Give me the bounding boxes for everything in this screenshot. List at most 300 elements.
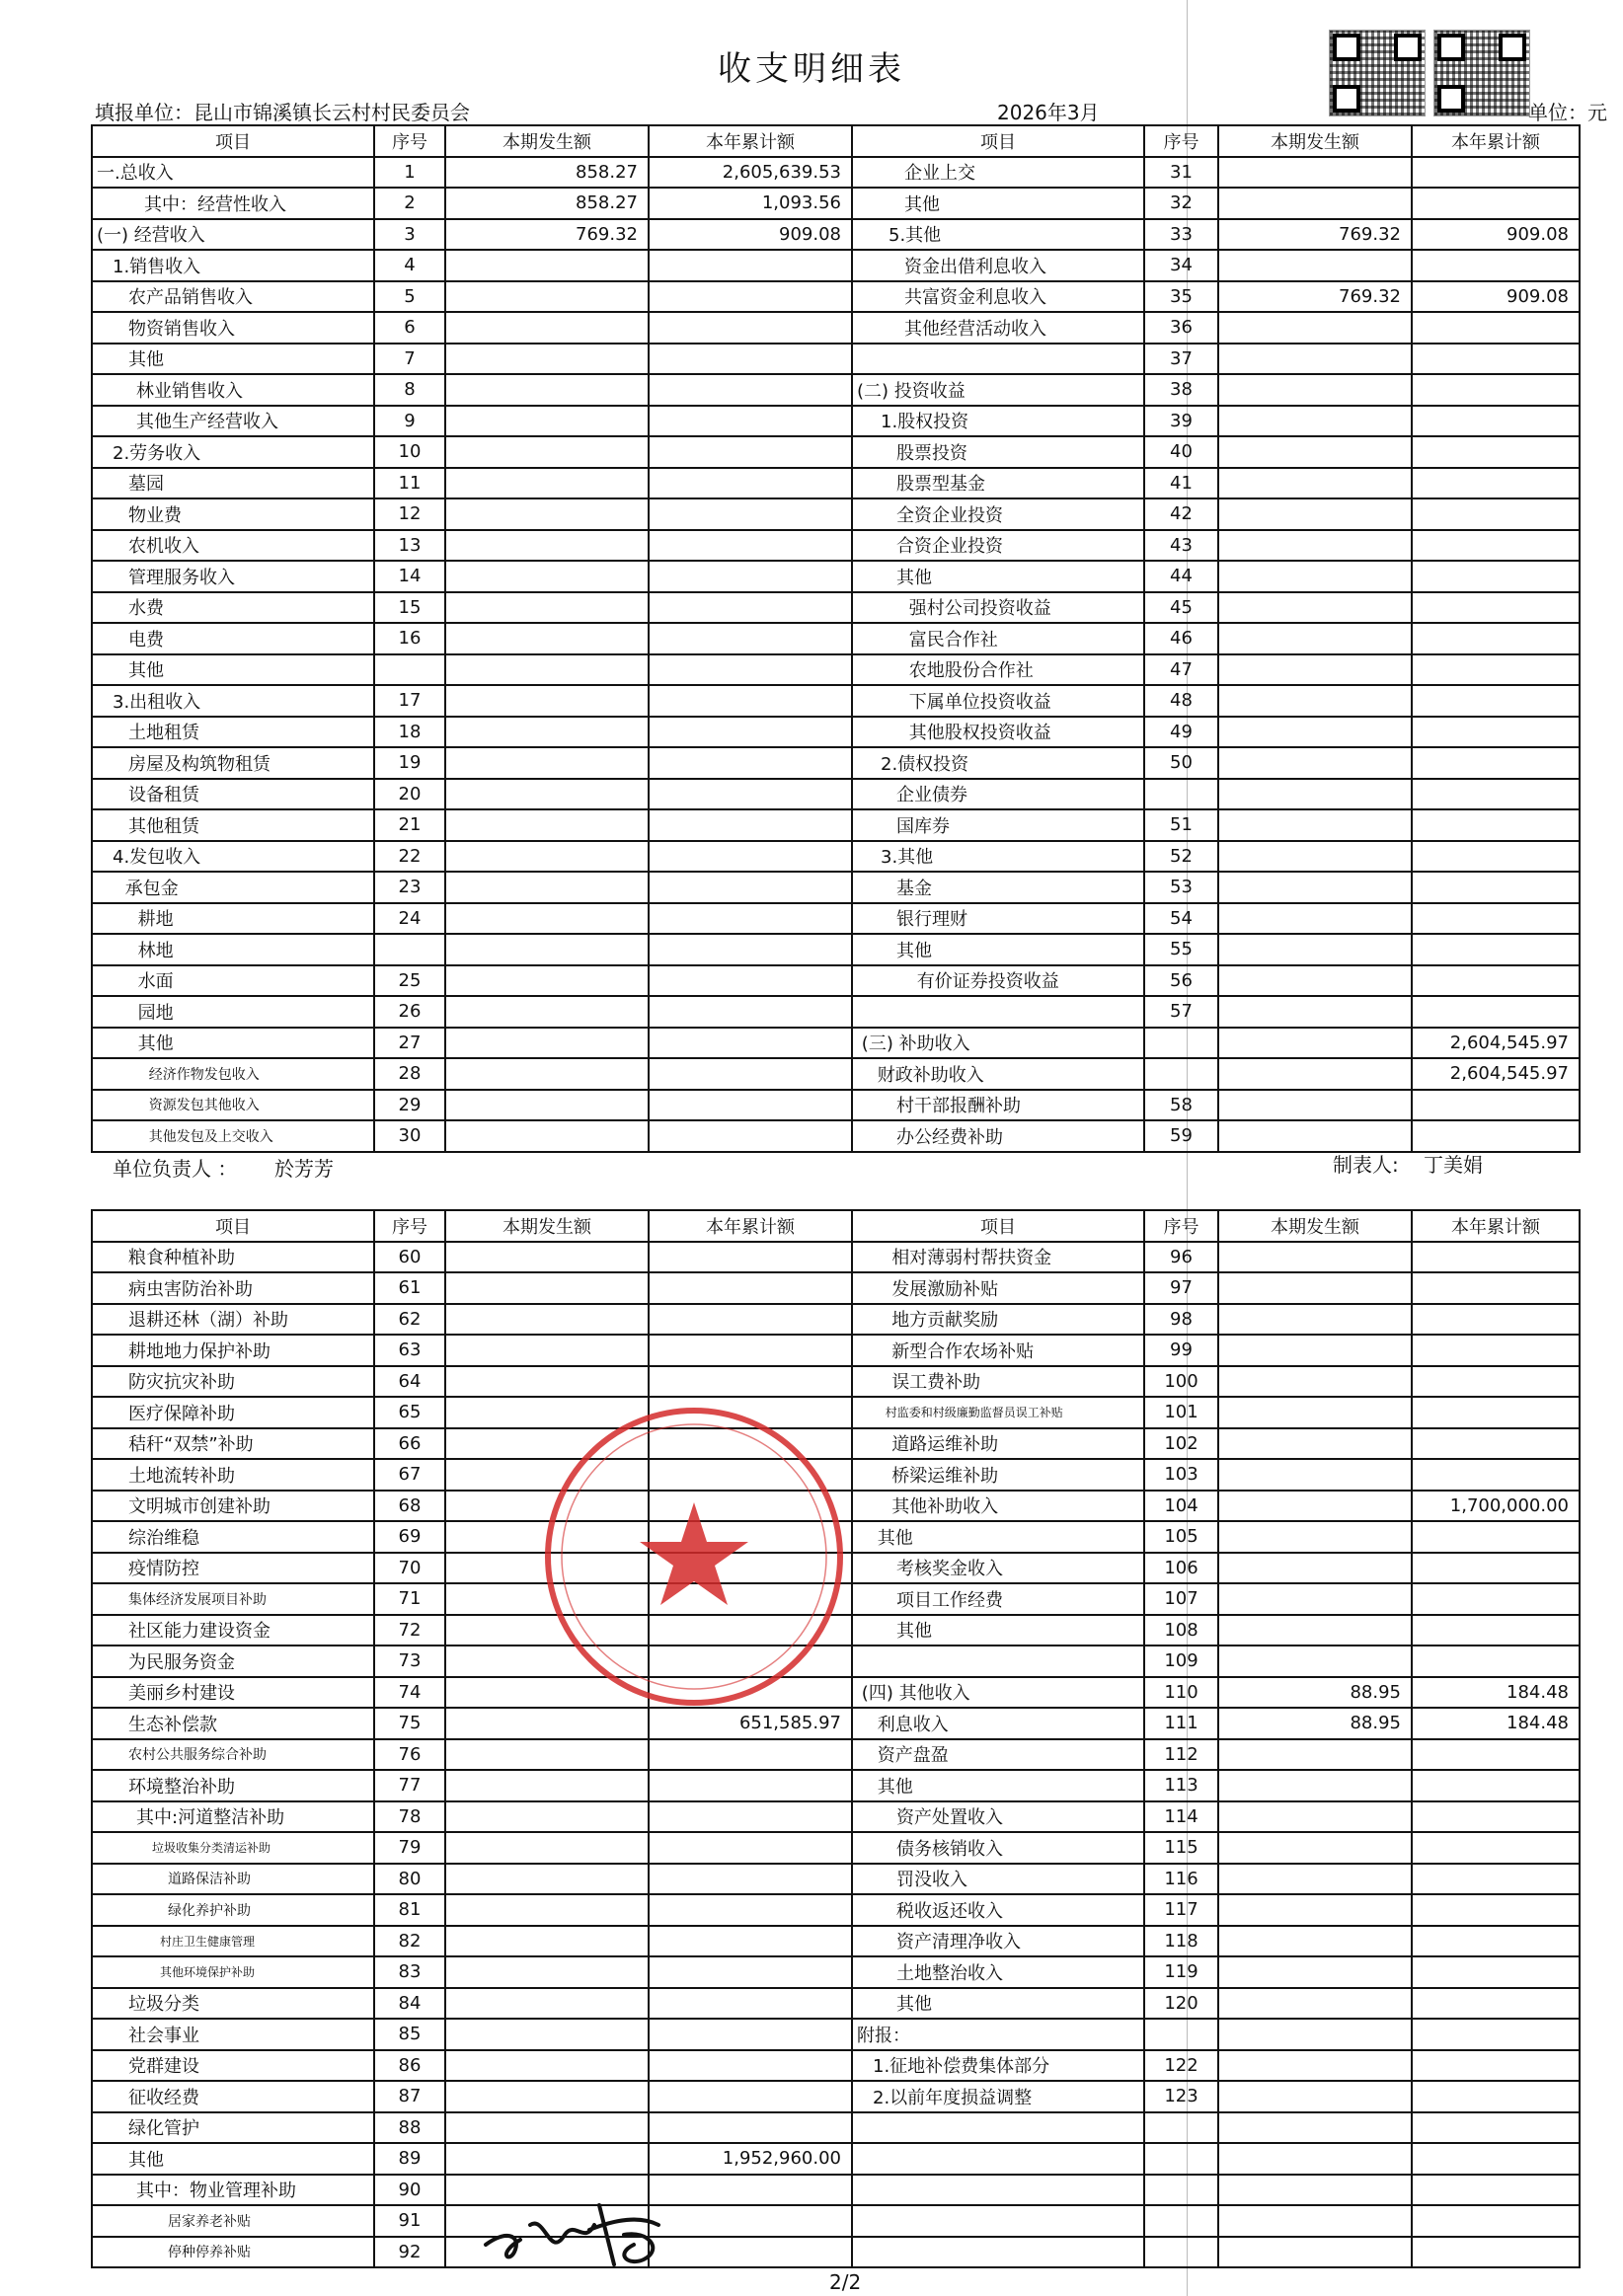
item-name-cell: 桥梁运维补助 xyxy=(852,1459,1144,1491)
row-number-cell: 113 xyxy=(1144,1770,1218,1801)
row-number-cell: 30 xyxy=(374,1120,445,1152)
amount-cell xyxy=(1218,188,1412,219)
item-name-cell: 股票投资 xyxy=(852,436,1144,468)
amount-cell xyxy=(445,2143,649,2175)
row-number-cell xyxy=(1144,1058,1218,1090)
row-number-cell: 47 xyxy=(1144,654,1218,686)
row-number-cell xyxy=(1144,2205,1218,2237)
row-number-cell: 92 xyxy=(374,2237,445,2268)
column-header: 项目 xyxy=(852,125,1144,157)
amount-cell xyxy=(1412,374,1580,406)
item-name-cell xyxy=(852,2143,1144,2175)
amount-cell xyxy=(649,312,852,344)
amount-cell xyxy=(649,250,852,281)
item-name-cell: 承包金 xyxy=(92,872,374,903)
amount-cell xyxy=(1218,1366,1412,1398)
amount-cell: 858.27 xyxy=(445,157,649,189)
row-number-cell: 70 xyxy=(374,1553,445,1584)
amount-cell xyxy=(445,1988,649,2020)
amount-cell: 769.32 xyxy=(1218,219,1412,251)
row-number-cell: 74 xyxy=(374,1677,445,1709)
row-number-cell: 112 xyxy=(1144,1739,1218,1771)
item-name-cell: 其他租赁 xyxy=(92,809,374,841)
item-name-cell: 3.其他 xyxy=(852,841,1144,873)
row-number-cell: 50 xyxy=(1144,747,1218,779)
table-row xyxy=(92,592,1580,624)
preparer-label: 制表人: xyxy=(1333,1153,1399,1177)
table-row xyxy=(92,809,1580,841)
amount-cell xyxy=(1218,250,1412,281)
amount-cell xyxy=(649,406,852,437)
item-name-cell: 耕地 xyxy=(92,903,374,935)
item-name-cell: 其他股权投资收益 xyxy=(852,717,1144,748)
amount-cell xyxy=(445,2112,649,2144)
amount-cell xyxy=(1412,1090,1580,1121)
amount-cell xyxy=(445,779,649,810)
row-number-cell: 109 xyxy=(1144,1645,1218,1677)
item-name-cell: 文明城市创建补助 xyxy=(92,1491,374,1522)
amount-cell xyxy=(1412,1272,1580,1304)
item-name-cell: 3.出租收入 xyxy=(92,685,374,717)
item-name-cell: 耕地地力保护补助 xyxy=(92,1335,374,1366)
row-number-cell: 24 xyxy=(374,903,445,935)
amount-cell xyxy=(445,934,649,965)
item-name-cell: 退耕还林（湖）补助 xyxy=(92,1304,374,1336)
row-number-cell: 2 xyxy=(374,188,445,219)
item-name-cell: 防灾抗灾补助 xyxy=(92,1366,374,1398)
table-row xyxy=(92,1988,1580,2020)
item-name-cell: 1.股权投资 xyxy=(852,406,1144,437)
item-name-cell: 其他 xyxy=(852,188,1144,219)
amount-cell xyxy=(649,1028,852,1059)
item-name-cell xyxy=(852,2237,1144,2268)
row-number-cell: 52 xyxy=(1144,841,1218,873)
amount-cell: 909.08 xyxy=(649,219,852,251)
item-name-cell: 富民合作社 xyxy=(852,623,1144,654)
item-name-cell xyxy=(852,344,1144,375)
amount-cell xyxy=(1412,965,1580,997)
amount-cell xyxy=(1218,747,1412,779)
item-name-cell: (二) 投资收益 xyxy=(852,374,1144,406)
amount-cell xyxy=(1218,374,1412,406)
amount-cell xyxy=(445,1832,649,1864)
row-number-cell: 9 xyxy=(374,406,445,437)
amount-cell xyxy=(1412,1645,1580,1677)
item-name-cell: 1.征地补偿费集体部分 xyxy=(852,2050,1144,2082)
row-number-cell: 79 xyxy=(374,1832,445,1864)
amount-cell xyxy=(1218,312,1412,344)
row-number-cell: 37 xyxy=(1144,344,1218,375)
amount-cell xyxy=(1218,2143,1412,2175)
amount-cell xyxy=(1412,779,1580,810)
amount-cell xyxy=(445,872,649,903)
row-number-cell: 76 xyxy=(374,1739,445,1771)
amount-cell xyxy=(649,747,852,779)
item-name-cell: 其他 xyxy=(852,1615,1144,1646)
amount-cell xyxy=(1218,1028,1412,1059)
item-name-cell: 村干部报酬补助 xyxy=(852,1090,1144,1121)
row-number-cell: 101 xyxy=(1144,1397,1218,1428)
row-number-cell: 18 xyxy=(374,717,445,748)
amount-cell xyxy=(1218,1428,1412,1460)
row-number-cell: 81 xyxy=(374,1894,445,1926)
row-number-cell xyxy=(374,654,445,686)
amount-cell xyxy=(649,1956,852,1988)
amount-cell xyxy=(445,1090,649,1121)
amount-cell xyxy=(1412,250,1580,281)
table-row xyxy=(92,779,1580,810)
handwritten-signature xyxy=(476,2176,693,2274)
item-name-cell: 税收返还收入 xyxy=(852,1894,1144,1926)
row-number-cell: 39 xyxy=(1144,406,1218,437)
item-name-cell: 征收经费 xyxy=(92,2081,374,2112)
amount-cell xyxy=(649,1926,852,1957)
amount-cell xyxy=(1412,903,1580,935)
amount-cell xyxy=(445,841,649,873)
amount-cell xyxy=(649,1335,852,1366)
amount-cell xyxy=(1412,872,1580,903)
row-number-cell: 4 xyxy=(374,250,445,281)
amount-cell xyxy=(649,1090,852,1121)
row-number-cell: 65 xyxy=(374,1397,445,1428)
item-name-cell: 2.劳务收入 xyxy=(92,436,374,468)
item-name-cell xyxy=(852,1645,1144,1677)
row-number-cell: 118 xyxy=(1144,1926,1218,1957)
item-name-cell: 罚没收入 xyxy=(852,1864,1144,1895)
row-number-cell: 71 xyxy=(374,1583,445,1615)
row-number-cell: 68 xyxy=(374,1491,445,1522)
amount-cell xyxy=(1412,1864,1580,1895)
item-name-cell: 医疗保障补助 xyxy=(92,1397,374,1428)
item-name-cell: 环境整治补助 xyxy=(92,1770,374,1801)
amount-cell xyxy=(1218,1304,1412,1336)
amount-cell xyxy=(445,1770,649,1801)
item-name-cell xyxy=(852,2175,1144,2206)
row-number-cell: 73 xyxy=(374,1645,445,1677)
table-row xyxy=(92,1708,1580,1739)
amount-cell xyxy=(1412,2112,1580,2144)
table-2-header-row xyxy=(92,1210,1580,1242)
column-header: 项目 xyxy=(92,125,374,157)
row-number-cell: 5 xyxy=(374,281,445,313)
column-header: 本期发生额 xyxy=(445,125,649,157)
amount-cell xyxy=(445,250,649,281)
amount-cell xyxy=(445,2081,649,2112)
table-row xyxy=(92,530,1580,562)
item-name-cell: 新型合作农场补贴 xyxy=(852,1335,1144,1366)
item-name-cell: 资产清理净收入 xyxy=(852,1926,1144,1957)
amount-cell xyxy=(649,996,852,1028)
item-name-cell xyxy=(852,996,1144,1028)
row-number-cell: 89 xyxy=(374,2143,445,2175)
amount-cell xyxy=(649,2112,852,2144)
item-name-cell: 办公经费补助 xyxy=(852,1120,1144,1152)
table-row xyxy=(92,1801,1580,1833)
row-number-cell: 123 xyxy=(1144,2081,1218,2112)
amount-cell xyxy=(649,374,852,406)
item-name-cell: 其他 xyxy=(852,934,1144,965)
amount-cell xyxy=(445,965,649,997)
item-name-cell: 地方贡献奖励 xyxy=(852,1304,1144,1336)
row-number-cell: 64 xyxy=(374,1366,445,1398)
amount-cell xyxy=(445,1028,649,1059)
amount-cell xyxy=(1218,809,1412,841)
amount-cell xyxy=(649,965,852,997)
amount-cell xyxy=(1412,1926,1580,1957)
item-name-cell: 其他 xyxy=(852,1988,1144,2020)
row-number-cell: 12 xyxy=(374,498,445,530)
table-row xyxy=(92,1028,1580,1059)
amount-cell xyxy=(445,623,649,654)
row-number-cell xyxy=(1144,2112,1218,2144)
item-name-cell: 物业费 xyxy=(92,498,374,530)
item-name-cell: 垃圾收集分类清运补助 xyxy=(92,1832,374,1864)
amount-cell xyxy=(1218,498,1412,530)
row-number-cell: 53 xyxy=(1144,872,1218,903)
row-number-cell: 82 xyxy=(374,1926,445,1957)
amount-cell: 184.48 xyxy=(1412,1708,1580,1739)
amount-cell xyxy=(445,1304,649,1336)
amount-cell xyxy=(1412,157,1580,189)
responsible-person-name: 於芳芳 xyxy=(274,1157,334,1181)
amount-cell xyxy=(1218,872,1412,903)
item-name-cell: 集体经济发展项目补助 xyxy=(92,1583,374,1615)
amount-cell xyxy=(1218,2237,1412,2268)
amount-cell xyxy=(445,1120,649,1152)
reporting-unit: 填报单位：昆山市锦溪镇长云村村民委员会 xyxy=(95,101,470,124)
row-number-cell: 10 xyxy=(374,436,445,468)
table-row xyxy=(92,1272,1580,1304)
item-name-cell: (四) 其他收入 xyxy=(852,1677,1144,1709)
item-name-cell xyxy=(852,2112,1144,2144)
amount-cell xyxy=(649,685,852,717)
amount-cell xyxy=(1412,1739,1580,1771)
table-row xyxy=(92,2019,1580,2050)
amount-cell: 651,585.97 xyxy=(649,1708,852,1739)
amount-cell xyxy=(649,654,852,686)
column-header: 本年累计额 xyxy=(649,1210,852,1242)
table-1-header-row xyxy=(92,125,1580,157)
item-name-cell: 其他 xyxy=(852,561,1144,592)
amount-cell xyxy=(1218,1645,1412,1677)
amount-cell xyxy=(1218,1521,1412,1553)
amount-cell xyxy=(1412,2081,1580,2112)
amount-cell xyxy=(1218,1120,1412,1152)
row-number-cell: 75 xyxy=(374,1708,445,1739)
amount-cell xyxy=(649,809,852,841)
item-name-cell: 村庄卫生健康管理 xyxy=(92,1926,374,1957)
amount-cell xyxy=(1412,1366,1580,1398)
table-row xyxy=(92,1739,1580,1771)
row-number-cell: 6 xyxy=(374,312,445,344)
row-number-cell: 28 xyxy=(374,1058,445,1090)
amount-cell xyxy=(445,1335,649,1366)
amount-cell xyxy=(445,2050,649,2082)
amount-cell xyxy=(445,1272,649,1304)
row-number-cell: 67 xyxy=(374,1459,445,1491)
amount-cell xyxy=(1412,592,1580,624)
item-name-cell: 其他补助收入 xyxy=(852,1491,1144,1522)
item-name-cell: 其中：物业管理补助 xyxy=(92,2175,374,2206)
currency-unit: 单位：元 xyxy=(1528,101,1607,124)
row-number-cell: 87 xyxy=(374,2081,445,2112)
table-row xyxy=(92,250,1580,281)
item-name-cell: 农产品销售收入 xyxy=(92,281,374,313)
item-name-cell: 病虫害防治补助 xyxy=(92,1272,374,1304)
amount-cell xyxy=(445,498,649,530)
row-number-cell: 77 xyxy=(374,1770,445,1801)
row-number-cell: 15 xyxy=(374,592,445,624)
amount-cell xyxy=(1218,1335,1412,1366)
row-number-cell: 72 xyxy=(374,1615,445,1646)
row-number-cell: 98 xyxy=(1144,1304,1218,1336)
amount-cell xyxy=(1412,406,1580,437)
column-header: 项目 xyxy=(852,1210,1144,1242)
amount-cell xyxy=(445,1708,649,1739)
column-header: 本期发生额 xyxy=(1218,1210,1412,1242)
amount-cell xyxy=(1412,1459,1580,1491)
row-number-cell: 23 xyxy=(374,872,445,903)
row-number-cell: 106 xyxy=(1144,1553,1218,1584)
amount-cell xyxy=(649,1988,852,2020)
table-row xyxy=(92,2050,1580,2082)
table-row xyxy=(92,747,1580,779)
page-title: 收支明细表 xyxy=(718,49,905,89)
table-row xyxy=(92,312,1580,344)
amount-cell xyxy=(1218,2112,1412,2144)
amount-cell xyxy=(1218,1832,1412,1864)
amount-cell xyxy=(1412,188,1580,219)
amount-cell xyxy=(649,1242,852,1273)
amount-cell xyxy=(445,592,649,624)
amount-cell xyxy=(1412,2237,1580,2268)
amount-cell xyxy=(1218,903,1412,935)
item-name-cell: 道路运维补助 xyxy=(852,1428,1144,1460)
item-name-cell: 绿化养护补助 xyxy=(92,1894,374,1926)
amount-cell xyxy=(1412,1521,1580,1553)
item-name-cell: 道路保洁补助 xyxy=(92,1864,374,1895)
responsible-person-label: 单位负责人 ： xyxy=(113,1157,238,1181)
table-row xyxy=(92,2237,1580,2268)
row-number-cell: 46 xyxy=(1144,623,1218,654)
amount-cell: 2,604,545.97 xyxy=(1412,1028,1580,1059)
table-row xyxy=(92,2143,1580,2175)
amount-cell xyxy=(1218,1739,1412,1771)
item-name-cell: 其他发包及上交收入 xyxy=(92,1120,374,1152)
item-name-cell: 水面 xyxy=(92,965,374,997)
item-name-cell: (三) 补助收入 xyxy=(852,1028,1144,1059)
amount-cell xyxy=(1218,2050,1412,2082)
row-number-cell: 34 xyxy=(1144,250,1218,281)
amount-cell xyxy=(445,374,649,406)
table-row xyxy=(92,717,1580,748)
amount-cell xyxy=(1218,1583,1412,1615)
amount-cell xyxy=(1218,1058,1412,1090)
item-name-cell: 水费 xyxy=(92,592,374,624)
row-number-cell: 58 xyxy=(1144,1090,1218,1121)
item-name-cell: 发展激励补贴 xyxy=(852,1272,1144,1304)
amount-cell: 1,093.56 xyxy=(649,188,852,219)
amount-cell xyxy=(1412,1770,1580,1801)
item-name-cell: 停种停养补贴 xyxy=(92,2237,374,2268)
item-name-cell: 全资企业投资 xyxy=(852,498,1144,530)
row-number-cell: 36 xyxy=(1144,312,1218,344)
row-number-cell: 90 xyxy=(374,2175,445,2206)
item-name-cell: 管理服务收入 xyxy=(92,561,374,592)
row-number-cell: 116 xyxy=(1144,1864,1218,1895)
amount-cell xyxy=(1412,312,1580,344)
column-header: 序号 xyxy=(1144,125,1218,157)
amount-cell xyxy=(649,1304,852,1336)
row-number-cell: 33 xyxy=(1144,219,1218,251)
amount-cell xyxy=(1218,406,1412,437)
amount-cell xyxy=(649,717,852,748)
row-number-cell xyxy=(1144,2143,1218,2175)
item-name-cell: 村监委和村级廉勤监督员误工补贴 xyxy=(852,1397,1144,1428)
amount-cell xyxy=(649,934,852,965)
row-number-cell: 25 xyxy=(374,965,445,997)
amount-cell xyxy=(1412,1832,1580,1864)
item-name-cell: 误工费补助 xyxy=(852,1366,1144,1398)
amount-cell xyxy=(1412,561,1580,592)
amount-cell xyxy=(445,1058,649,1090)
table-row xyxy=(92,1304,1580,1336)
row-number-cell: 49 xyxy=(1144,717,1218,748)
row-number-cell: 20 xyxy=(374,779,445,810)
amount-cell xyxy=(445,654,649,686)
table-row xyxy=(92,1894,1580,1926)
amount-cell xyxy=(1218,717,1412,748)
qr-code-icon xyxy=(1433,30,1530,116)
row-number-cell: 107 xyxy=(1144,1583,1218,1615)
row-number-cell xyxy=(1144,1028,1218,1059)
item-name-cell: 其他生产经营收入 xyxy=(92,406,374,437)
item-name-cell: 其他 xyxy=(92,654,374,686)
page-number: 2/2 xyxy=(829,2270,862,2294)
table-row xyxy=(92,2175,1580,2206)
row-number-cell: 99 xyxy=(1144,1335,1218,1366)
amount-cell xyxy=(445,1926,649,1957)
amount-cell xyxy=(649,2081,852,2112)
amount-cell xyxy=(649,498,852,530)
amount-cell xyxy=(445,809,649,841)
official-seal xyxy=(541,1404,847,1710)
amount-cell xyxy=(649,1272,852,1304)
amount-cell xyxy=(1218,1090,1412,1121)
amount-cell xyxy=(445,281,649,313)
item-name-cell: 资源发包其他收入 xyxy=(92,1090,374,1121)
column-header: 本期发生额 xyxy=(445,1210,649,1242)
row-number-cell: 57 xyxy=(1144,996,1218,1028)
item-name-cell: 资金出借利息收入 xyxy=(852,250,1144,281)
row-number-cell: 119 xyxy=(1144,1956,1218,1988)
table-row xyxy=(92,1366,1580,1398)
amount-cell xyxy=(1218,1801,1412,1833)
row-number-cell: 86 xyxy=(374,2050,445,2082)
row-number-cell: 84 xyxy=(374,1988,445,2020)
amount-cell xyxy=(649,1801,852,1833)
item-name-cell: 企业债券 xyxy=(852,779,1144,810)
amount-cell xyxy=(1218,654,1412,686)
item-name-cell: 企业上交 xyxy=(852,157,1144,189)
item-name-cell: 综治维稳 xyxy=(92,1521,374,1553)
amount-cell xyxy=(1412,1397,1580,1428)
amount-cell xyxy=(1218,2081,1412,2112)
item-name-cell: 疫情防控 xyxy=(92,1553,374,1584)
row-number-cell: 78 xyxy=(374,1801,445,1833)
amount-cell xyxy=(1218,841,1412,873)
row-number-cell: 17 xyxy=(374,685,445,717)
